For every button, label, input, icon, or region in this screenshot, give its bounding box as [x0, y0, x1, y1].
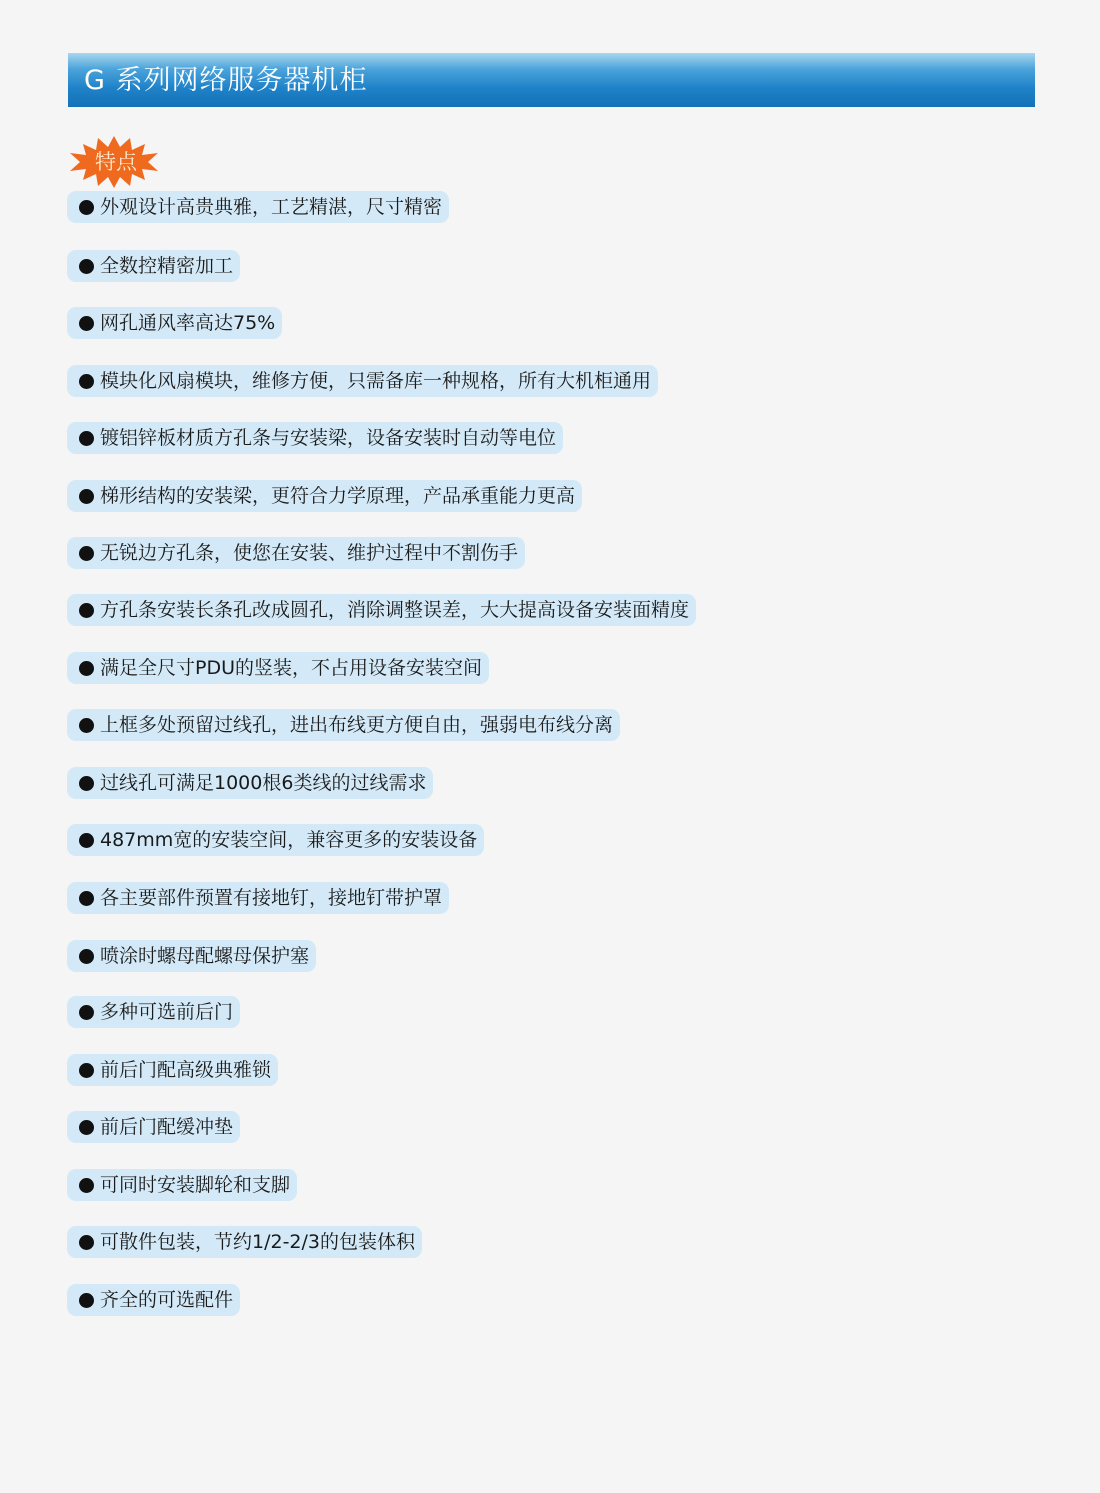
bullet-icon — [79, 1178, 94, 1193]
feature-text: 全数控精密加工 — [100, 254, 234, 277]
feature-text: 前后门配高级典雅锁 — [100, 1058, 272, 1081]
feature-text: 梯形结构的安装梁，更符合力学原理，产品承重能力更高 — [100, 484, 576, 507]
feature-item — [67, 996, 240, 1028]
bullet-icon — [79, 1005, 94, 1020]
feature-text: 前后门配缓冲垫 — [100, 1115, 234, 1138]
feature-item — [67, 1169, 297, 1201]
feature-text: 外观设计高贵典雅，工艺精湛，尺寸精密 — [100, 195, 443, 218]
feature-item — [67, 940, 316, 972]
feature-item — [67, 652, 489, 684]
bullet-icon — [79, 431, 94, 446]
bullet-icon — [79, 374, 94, 389]
feature-text: 多种可选前后门 — [100, 1000, 234, 1023]
features-badge — [66, 134, 162, 190]
feature-text: 各主要部件预置有接地钉，接地钉带护罩 — [100, 886, 443, 909]
bullet-icon — [79, 1120, 94, 1135]
feature-item — [67, 1284, 240, 1316]
feature-text: 齐全的可选配件 — [100, 1288, 234, 1311]
bullet-icon — [79, 891, 94, 906]
feature-item — [67, 537, 525, 569]
feature-text: 可散件包装，节约1/2-2/3的包装体积 — [100, 1230, 416, 1253]
feature-text: 上框多处预留过线孔，进出布线更方便自由，强弱电布线分离 — [100, 713, 614, 736]
bullet-icon — [79, 949, 94, 964]
feature-item — [67, 767, 433, 799]
feature-text: 模块化风扇模块，维修方便，只需备库一种规格，所有大机柜通用 — [100, 369, 652, 392]
feature-item — [67, 191, 449, 223]
feature-text: 487mm宽的安装空间，兼容更多的安装设备 — [100, 828, 478, 851]
bullet-icon — [79, 259, 94, 274]
badge-label: 特点 — [95, 149, 137, 174]
bullet-icon — [79, 776, 94, 791]
feature-item — [67, 250, 240, 282]
feature-text: 镀铝锌板材质方孔条与安装梁，设备安装时自动等电位 — [100, 426, 557, 449]
feature-text: 方孔条安装长条孔改成圆孔，消除调整误差，大大提高设备安装面精度 — [100, 598, 690, 621]
feature-text: 无锐边方孔条，使您在安装、维护过程中不割伤手 — [100, 541, 519, 564]
feature-text: 喷涂时螺母配螺母保护塞 — [100, 944, 310, 967]
bullet-icon — [79, 546, 94, 561]
feature-text: 过线孔可满足1000根6类线的过线需求 — [100, 771, 427, 794]
bullet-icon — [79, 489, 94, 504]
bullet-icon — [79, 603, 94, 618]
feature-text: 可同时安装脚轮和支脚 — [100, 1173, 291, 1196]
bullet-icon — [79, 1293, 94, 1308]
bullet-icon — [79, 200, 94, 215]
bullet-icon — [79, 833, 94, 848]
feature-item — [67, 882, 449, 914]
feature-item — [67, 422, 563, 454]
bullet-icon — [79, 1063, 94, 1078]
feature-item — [67, 480, 582, 512]
feature-item — [67, 1054, 278, 1086]
feature-text: 满足全尺寸PDU的竖装，不占用设备安装空间 — [100, 656, 482, 679]
feature-item — [67, 1111, 240, 1143]
feature-item — [67, 1226, 422, 1258]
feature-item — [67, 709, 620, 741]
title-bar — [68, 53, 1035, 107]
bullet-icon — [79, 1235, 94, 1250]
page-title: G 系列网络服务器机柜 — [84, 64, 368, 96]
bullet-icon — [79, 316, 94, 331]
bullet-icon — [79, 718, 94, 733]
feature-text: 网孔通风率高达75% — [100, 311, 276, 334]
feature-item — [67, 307, 282, 339]
feature-item — [67, 824, 484, 856]
bullet-icon — [79, 661, 94, 676]
feature-item — [67, 365, 658, 397]
feature-item — [67, 594, 696, 626]
